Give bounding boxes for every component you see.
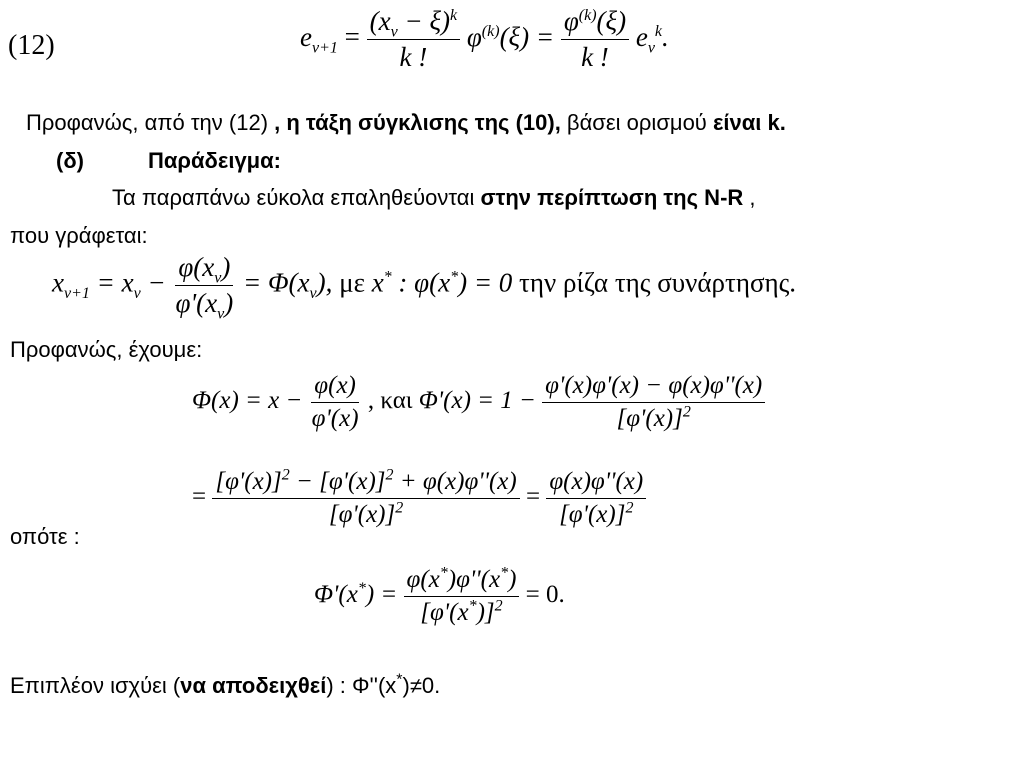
eq12-fraction-1: $\frac{(x_\nu - \xi)^k}{k !}$ — [367, 6, 460, 73]
phi-cont-fraction-2: $\frac{\varphi(x)\varphi''(x)}{[\varphi'(x)]^2}$ — [546, 468, 646, 529]
eq12-tail: $e_\nu^k$. — [635, 21, 669, 57]
eq12-phi: $\varphi^{(k)}(\xi)$ = — [466, 21, 555, 52]
convergence-order-statement: Προφανώς, από την (12) , η τάξη σύγκλισης της (10), βάσει ορισμού είναι k. — [26, 110, 786, 135]
eq12-equals: = — [344, 21, 360, 52]
therefore-label: οπότε : — [10, 524, 80, 549]
written-as-label: που γράφεται: — [10, 223, 148, 248]
eq12-fraction-2: $\frac{\varphi^{(k)}(\xi)}{k !}$ — [561, 6, 629, 73]
equation-12 — [300, 6, 669, 73]
equation-number: (12) — [8, 30, 55, 61]
section-title: Παράδειγμα: — [148, 148, 281, 173]
phi-cont-fraction-1: $\frac{[\varphi'(x)]^2 - [\varphi'(x)]^2 + \varphi(x)\varphi''(x)}{[\varphi'(x)]^2}$ — [212, 468, 519, 529]
phi-def-fraction-2: $\frac{\varphi'(x)\varphi'(x) - \varphi(x)\varphi''(x)}{[\varphi'(x)]^2}$ — [542, 372, 765, 433]
final-fraction: $\frac{\varphi(x^*)\varphi''(x^*)}{[\varphi'(x^*)]^2}$ — [404, 566, 520, 627]
phi-derivative-at-root-equation: Φ'(x*) = $\frac{\varphi(x^*)\varphi''(x^*)}{[\varphi'(x^*)]^2}$ = 0. — [314, 564, 565, 626]
phi-derivative-simplification: = $\frac{[\varphi'(x)]^2 - [\varphi'(x)]^2 + \varphi(x)\varphi''(x)}{[\varphi'(x)]^2}$ = $\frac{\varphi(x)\varphi''(x)}{[\varphi'(x)]^2}$ — [192, 468, 646, 529]
eq12-lhs: $e_{\nu+1}$ — [300, 21, 338, 57]
we-have-label: Προφανώς, έχουμε: — [10, 337, 203, 362]
further-holds-statement: Επιπλέον ισχύει (να αποδειχθεί) : Φ''(x*)≠0. — [10, 671, 441, 698]
nr-fraction: $\frac{\varphi(x_\nu)}{\varphi'(x_\nu)}$ — [175, 252, 234, 323]
newton-raphson-equation: $x_{\nu+1} = x_\nu$ − $\frac{\varphi(x_\nu)}{\varphi'(x_\nu)}$ = $\Phi(x_\nu)$, με x* : φ(x*) = 0 την ρίζα της συνάρτησης. — [52, 252, 797, 323]
verification-sentence: Τα παραπάνω εύκολα επαληθεύονται στην περίπτωση της N-R , — [112, 185, 756, 210]
section-label: (δ) — [56, 148, 84, 173]
phi-definition-equation: Φ(x) = x − $\frac{\varphi(x)}{\varphi'(x)}$ , και Φ'(x) = 1 − $\frac{\varphi'(x)\varphi'(x) - \varphi(x)\varphi''(x)}{[\varphi'(x)]^2}$ — [192, 372, 765, 433]
phi-def-fraction-1: $\frac{\varphi(x)}{\varphi'(x)}$ — [311, 372, 359, 432]
